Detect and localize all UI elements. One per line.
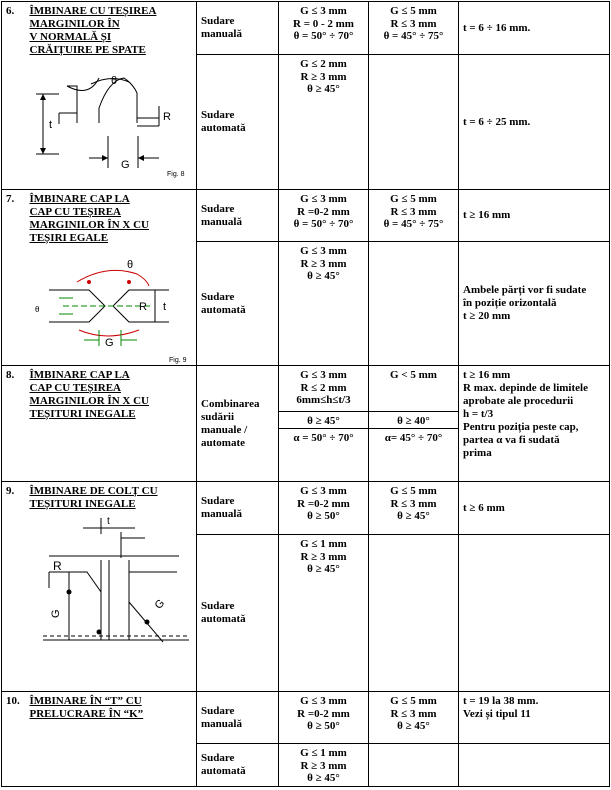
params-b: G ≤ 5 mm R ≤ 3 mm θ = 45° ÷ 75° [369, 190, 459, 242]
sketch-label: t [162, 301, 166, 313]
joint-sketch-corner [29, 512, 195, 662]
sketch-label: θ [110, 75, 117, 87]
figure-label: Fig. 9 [168, 357, 187, 364]
method-cell: Sudare manuală [197, 482, 279, 535]
sketch-label: R [52, 559, 62, 573]
note-cell: t = 19 la 38 mm. Vezi și tipul 11 [459, 692, 610, 744]
params-a: G ≤ 3 mm R =0-2 mm θ = 50° ÷ 70° [279, 190, 369, 242]
method-cell: Combinarea sudării manuale / automate [197, 366, 279, 482]
params-a: G ≤ 3 mm R =0-2 mm θ ≥ 50° [279, 482, 369, 535]
sketch-label: G [104, 337, 114, 349]
joint-title: ÎMBINARE CAP LA CAP CU TEȘIREA MARGINILOR ÎN X CU TEȘITURI INEGALE [29, 369, 149, 420]
params-a: G ≤ 1 mm R ≥ 3 mm θ ≥ 45° [279, 535, 369, 692]
params-a: α = 50° ÷ 70° [279, 429, 369, 482]
joint-cell [29, 2, 197, 190]
joint-cell [29, 366, 197, 482]
row-7-manual [2, 190, 610, 242]
joint-sketch-v-groove [29, 68, 195, 178]
method-cell: Sudare automată [197, 55, 279, 190]
joint-title: ÎMBINARE DE COLȚ CU TEȘITURI INEGALE [29, 485, 158, 510]
joint-sketch-x-groove [29, 254, 195, 364]
params-b [369, 535, 459, 692]
params-b: G ≤ 5 mm R ≤ 3 mm θ ≥ 45° [369, 482, 459, 535]
joint-cell [29, 692, 197, 787]
method-cell: Sudare automată [197, 242, 279, 366]
note-cell: t ≥ 6 mm [459, 482, 610, 535]
figure-label: Fig. 8 [166, 171, 185, 178]
params-a: G ≤ 3 mm R ≤ 2 mm 6mm≤h≤t/3 [279, 366, 369, 412]
row-9-manual [2, 482, 610, 535]
row-6-manual [2, 2, 610, 55]
params-b [369, 744, 459, 787]
note-cell: t ≥ 16 mm R max. depinde de limitele aprobate ale procedurii h = t/3 Pentru poziția peste cap, partea α va fi sudată prima [459, 366, 610, 482]
joint-cell [29, 190, 197, 366]
sketch-label: θ [126, 259, 133, 271]
params-b [369, 55, 459, 190]
joint-title: ÎMBINARE CAP LA CAP CU TEȘIREA MARGINILOR ÎN X CU TEȘIRI EGALE [29, 193, 149, 244]
params-b: G ≤ 5 mm R ≤ 3 mm θ ≥ 45° [369, 692, 459, 744]
note-cell: t = 6 ÷ 16 mm. [459, 2, 610, 55]
method-cell: Sudare manuală [197, 2, 279, 55]
joint-title: ÎMBINARE CU TEȘIREA MARGINILOR ÎN V NORMALĂ ȘI CRĂIȚUIRE PE SPATE [29, 5, 157, 56]
sketch-label: t [48, 119, 52, 131]
params-a: G ≤ 3 mm R =0-2 mm θ ≥ 50° [279, 692, 369, 744]
row-number: 10. [2, 692, 29, 787]
sketch-label: R [138, 301, 147, 313]
joint-title: ÎMBINARE ÎN “T” CU PRELUCRARE ÎN “K” [29, 695, 144, 720]
params-b: G ≤ 5 mm R ≤ 3 mm θ = 45° ÷ 75° [369, 2, 459, 55]
row-number: 6. [2, 2, 29, 190]
params-a: G ≤ 3 mm R ≥ 3 mm θ ≥ 45° [279, 242, 369, 366]
params-a: G ≤ 3 mm R = 0 - 2 mm θ = 50° ÷ 70° [279, 2, 369, 55]
method-cell: Sudare automată [197, 744, 279, 787]
note-cell: t = 6 ÷ 25 mm. [459, 55, 610, 190]
params-a: G ≤ 1 mm R ≥ 3 mm θ ≥ 45° [279, 744, 369, 787]
row-number: 9. [2, 482, 29, 692]
sketch-label: θ [34, 305, 39, 314]
note-cell [459, 535, 610, 692]
params-b: G < 5 mm [369, 366, 459, 412]
method-cell: Sudare automată [197, 535, 279, 692]
params-b: α= 45° ÷ 70° [369, 429, 459, 482]
params-a: G ≤ 2 mm R ≥ 3 mm θ ≥ 45° [279, 55, 369, 190]
note-cell: Ambele părți vor fi sudate în poziție orizontală t ≥ 20 mm [459, 242, 610, 366]
row-10-manual [2, 692, 610, 744]
method-cell: Sudare manuală [197, 190, 279, 242]
note-cell [459, 744, 610, 787]
method-cell: Sudare manuală [197, 692, 279, 744]
sketch-label: t [106, 516, 110, 527]
params-b: θ ≥ 40° [369, 412, 459, 429]
note-cell: t ≥ 16 mm [459, 190, 610, 242]
sketch-label: G [49, 609, 62, 618]
sketch-label: G [152, 597, 167, 612]
weld-joint-table [1, 1, 610, 787]
row-8-top [2, 366, 610, 412]
sketch-label: G [120, 159, 130, 171]
sketch-label: R [162, 111, 171, 123]
params-b [369, 242, 459, 366]
row-number: 8. [2, 366, 29, 482]
joint-cell [29, 482, 197, 692]
params-a: θ ≥ 45° [279, 412, 369, 429]
row-number: 7. [2, 190, 29, 366]
